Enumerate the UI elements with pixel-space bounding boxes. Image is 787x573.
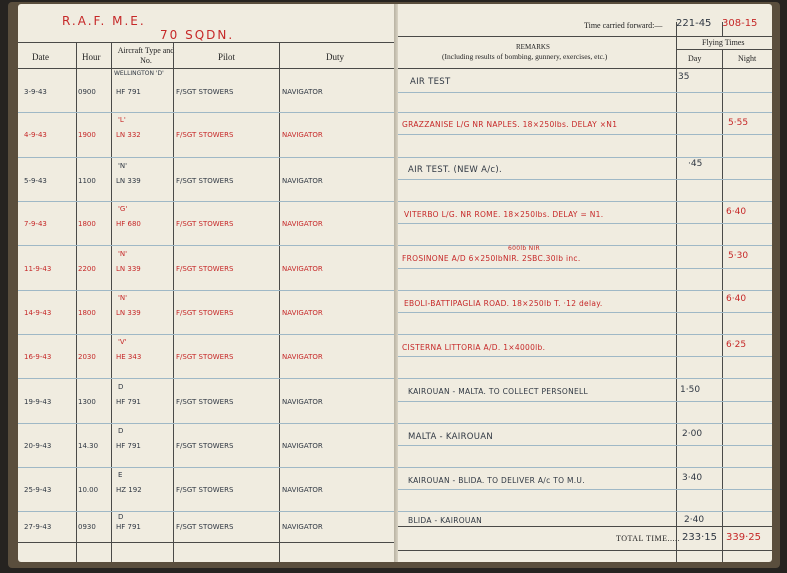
entry-pilot: F/SGT STOWERS <box>176 442 234 450</box>
entry-duty: NAVIGATOR <box>282 131 323 139</box>
left-page <box>18 4 398 562</box>
entry-night-time: 5·30 <box>728 251 749 261</box>
entry-remarks: GRAZZANISE L/G NR NAPLES. 18×250lbs. DELAY ×N1 <box>402 120 618 129</box>
entry-hour: 14.30 <box>78 442 99 450</box>
remarks-subheading: (Including results of bombing, gunnery, exercises, etc.) <box>442 52 608 61</box>
col-pilot: Pilot <box>218 52 236 62</box>
night-heading: Night <box>738 54 757 63</box>
entry-hour: 1900 <box>78 131 96 139</box>
entry-date: 5-9-43 <box>24 177 47 185</box>
entry-day-time: 1·50 <box>680 385 701 395</box>
entry-aircraft-code: D <box>118 427 124 435</box>
entry-pilot: F/SGT STOWERS <box>176 265 234 273</box>
entry-aircraft-code: 'N' <box>118 294 128 302</box>
day-heading: Day <box>688 54 702 63</box>
entry-hour: 1300 <box>78 398 96 406</box>
entry-hour: 1100 <box>78 177 96 185</box>
col-aircraft: Aircraft Type and No. <box>117 46 175 65</box>
squadron-heading: 70 SQDN. <box>160 28 235 42</box>
entry-day-time: 2·00 <box>682 429 703 439</box>
entry-date: 11-9-43 <box>24 265 52 273</box>
entry-aircraft-code: 'G' <box>118 205 128 213</box>
time-forward-label: Time carried forward:— <box>584 21 663 30</box>
entry-remarks: AIR TEST. (NEW A/c). <box>408 165 502 175</box>
entry-aircraft: HF 680 <box>116 220 141 228</box>
entry-aircraft-code: D <box>118 383 124 391</box>
entry-hour: 2200 <box>78 265 96 273</box>
entry-pilot: F/SGT STOWERS <box>176 523 234 531</box>
entry-pilot: F/SGT STOWERS <box>176 353 234 361</box>
time-forward-day: 221-45 <box>676 18 712 29</box>
col-duty: Duty <box>326 52 344 62</box>
entry-pilot: F/SGT STOWERS <box>176 220 234 228</box>
entry-date: 3-9-43 <box>24 88 47 96</box>
entry-day-time: 35 <box>678 72 690 82</box>
entry-remarks-superscript: 600lb NIR <box>508 245 540 252</box>
entry-duty: NAVIGATOR <box>282 442 323 450</box>
entry-duty: NAVIGATOR <box>282 88 323 96</box>
total-day: 233·15 <box>682 532 717 543</box>
right-page <box>398 4 772 562</box>
entry-date: 27-9-43 <box>24 523 52 531</box>
entry-hour: 2030 <box>78 353 96 361</box>
entry-remarks: KAIROUAN - MALTA. TO COLLECT PERSONELL <box>408 387 589 396</box>
time-forward-night: 308-15 <box>722 18 758 29</box>
entry-aircraft-code: 'N' <box>118 250 128 258</box>
entry-aircraft: HF 791 <box>116 88 141 96</box>
entry-duty: NAVIGATOR <box>282 220 323 228</box>
entry-night-time: 5·55 <box>728 118 749 128</box>
entry-duty: NAVIGATOR <box>282 265 323 273</box>
entry-duty: NAVIGATOR <box>282 309 323 317</box>
entry-pilot: F/SGT STOWERS <box>176 398 234 406</box>
entry-date: 7-9-43 <box>24 220 47 228</box>
entry-pilot: F/SGT STOWERS <box>176 131 234 139</box>
entry-night-time: 6·25 <box>726 340 747 350</box>
entry-pilot: F/SGT STOWERS <box>176 88 234 96</box>
entry-day-time: 3·40 <box>682 473 703 483</box>
entry-date: 16-9-43 <box>24 353 52 361</box>
entry-aircraft: LN 339 <box>116 309 141 317</box>
entry-aircraft: HZ 192 <box>116 486 142 494</box>
entry-remarks: FROSINONE A/D 6×250lbNIR. 2SBC.30lb inc. <box>402 254 581 263</box>
entry-pilot: F/SGT STOWERS <box>176 486 234 494</box>
entry-hour: 0900 <box>78 88 96 96</box>
entry-duty: NAVIGATOR <box>282 398 323 406</box>
col-date: Date <box>32 52 49 62</box>
entry-remarks: VITERBO L/G. NR ROME. 18×250lbs. DELAY = N1. <box>404 210 604 219</box>
entry-date: 4-9-43 <box>24 131 47 139</box>
entry-day-time: ·45 <box>688 159 703 169</box>
entry-aircraft: LN 339 <box>116 177 141 185</box>
entry-aircraft: HE 343 <box>116 353 142 361</box>
unit-heading: R.A.F. M.E. <box>62 14 146 28</box>
entry-aircraft-code: 'L' <box>118 116 126 124</box>
entry-aircraft-code: WELLINGTON 'D' <box>114 70 164 77</box>
entry-pilot: F/SGT STOWERS <box>176 177 234 185</box>
entry-date: 25-9-43 <box>24 486 52 494</box>
entry-remarks: BLIDA - KAIROUAN <box>408 516 483 525</box>
entry-hour: 1800 <box>78 220 96 228</box>
flying-times-heading: Flying Times <box>702 38 745 47</box>
col-hour: Hour <box>82 52 101 62</box>
entry-duty: NAVIGATOR <box>282 177 323 185</box>
entry-aircraft-code: D <box>118 513 124 521</box>
entry-hour: 0930 <box>78 523 96 531</box>
entry-day-time: 2·40 <box>684 515 705 525</box>
remarks-heading: REMARKS <box>516 43 550 51</box>
entry-remarks: AIR TEST <box>410 77 451 87</box>
entry-date: 20-9-43 <box>24 442 52 450</box>
entry-remarks: KAIROUAN - BLIDA. TO DELIVER A/c TO M.U. <box>408 476 585 485</box>
entry-aircraft-code: 'V' <box>118 338 127 346</box>
entry-aircraft: LN 339 <box>116 265 141 273</box>
entry-hour: 1800 <box>78 309 96 317</box>
entry-date: 19-9-43 <box>24 398 52 406</box>
total-time-label: TOTAL TIME..... <box>616 534 681 543</box>
entry-aircraft-code: 'N' <box>118 162 128 170</box>
entry-aircraft-code: E <box>118 471 123 479</box>
entry-date: 14-9-43 <box>24 309 52 317</box>
entry-aircraft: HF 791 <box>116 442 141 450</box>
entry-aircraft: HF 791 <box>116 523 141 531</box>
entry-hour: 10.00 <box>78 486 99 494</box>
entry-aircraft: LN 332 <box>116 131 141 139</box>
entry-remarks: EBOLI-BATTIPAGLIA ROAD. 18×250lb T. ·12 delay. <box>404 299 603 308</box>
entry-night-time: 6·40 <box>726 294 747 304</box>
entry-pilot: F/SGT STOWERS <box>176 309 234 317</box>
entry-remarks: CISTERNA LITTORIA A/D. 1×4000lb. <box>402 343 546 352</box>
entry-aircraft: HF 791 <box>116 398 141 406</box>
total-night: 339·25 <box>726 532 761 543</box>
entry-night-time: 6·40 <box>726 207 747 217</box>
entry-duty: NAVIGATOR <box>282 486 323 494</box>
entry-duty: NAVIGATOR <box>282 353 323 361</box>
entry-duty: NAVIGATOR <box>282 523 323 531</box>
entry-remarks: MALTA - KAIROUAN <box>408 432 494 442</box>
